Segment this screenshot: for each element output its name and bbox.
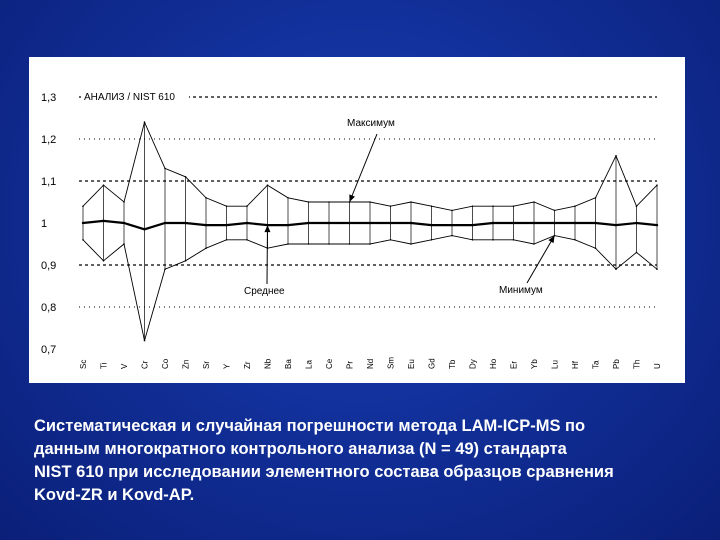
x-tick-label: Ta <box>591 360 601 369</box>
x-tick-label: Sc <box>79 359 88 369</box>
data-point <box>636 252 638 254</box>
data-point <box>103 184 105 186</box>
error-chart <box>29 57 685 383</box>
y-tick-label: 1,1 <box>41 176 57 188</box>
data-point <box>164 168 166 170</box>
x-tick-label: Ce <box>325 358 334 369</box>
x-tick-label: Sr <box>202 361 211 369</box>
y-tick-label: 1,2 <box>41 134 57 146</box>
annotation-arrowhead <box>349 194 355 202</box>
x-tick-label: Pb <box>612 359 621 369</box>
caption-line-2: данным многократного контрольного анализа (N = 49) стандарта <box>34 440 567 458</box>
data-point <box>553 222 555 224</box>
x-tick-label: Dy <box>468 359 478 369</box>
annotation-label: Среднее <box>244 286 285 297</box>
data-point <box>164 222 166 224</box>
data-point <box>369 201 371 203</box>
x-tick-label: Y <box>222 363 232 369</box>
data-point <box>267 184 269 186</box>
x-tick-label: Er <box>509 361 519 369</box>
data-point <box>349 243 351 245</box>
data-point <box>431 205 433 207</box>
x-tick-label: Hf <box>571 361 580 369</box>
data-point <box>472 239 474 241</box>
data-point <box>513 239 515 241</box>
data-point <box>492 239 494 241</box>
data-point <box>328 201 330 203</box>
data-point <box>226 205 228 207</box>
data-point <box>82 205 84 207</box>
x-tick-label: Lu <box>550 360 560 369</box>
x-tick-label: V <box>120 363 129 369</box>
annotation-label: Минимум <box>499 285 543 296</box>
data-point <box>389 222 391 224</box>
data-point <box>533 201 535 203</box>
x-tick-label: Ho <box>489 358 498 369</box>
data-point <box>82 239 84 241</box>
data-point <box>82 222 84 224</box>
element-verticals <box>83 122 657 340</box>
y-tick-label: 1 <box>41 218 48 230</box>
caption-line-3: NIST 610 при исследовании элементного состава образцов сравнения <box>34 463 614 481</box>
caption-line-4: Kovd-ZR и Kovd-AP. <box>34 486 195 504</box>
data-point <box>636 205 638 207</box>
data-point <box>307 222 309 224</box>
data-point <box>574 222 576 224</box>
annotation-arrow-line <box>350 134 378 202</box>
series-line-2 <box>83 236 657 341</box>
x-tick-label: Cr <box>140 360 150 369</box>
data-point <box>615 268 617 270</box>
annotation-arrow-line <box>527 236 555 283</box>
data-point <box>656 184 658 186</box>
data-point <box>533 243 535 245</box>
y-tick-label: 0,8 <box>41 302 57 314</box>
data-point <box>103 260 105 262</box>
data-point <box>308 201 310 203</box>
x-tick-label: Pr <box>345 361 355 369</box>
data-point <box>246 205 248 207</box>
data-point <box>102 220 104 222</box>
data-point <box>410 201 412 203</box>
x-tick-label: Gd <box>427 358 437 369</box>
y-tick-label: 0,7 <box>41 344 57 356</box>
data-point <box>225 224 227 226</box>
y-tick-label: 1,3 <box>41 92 57 104</box>
data-point <box>492 222 494 224</box>
chart-title: АНАЛИЗ / NIST 610 <box>84 92 175 103</box>
x-tick-label: Co <box>161 358 170 369</box>
data-point <box>472 205 474 207</box>
data-point <box>287 224 289 226</box>
x-tick-label: Ti <box>99 362 109 369</box>
y-tick-label: 0,9 <box>41 260 57 272</box>
data-point <box>513 205 515 207</box>
x-tick-label: Ba <box>284 359 293 369</box>
data-point <box>328 243 330 245</box>
caption-line-1: Систематическая и случайная погрешности метода LAM-ICP-MS по <box>34 417 586 435</box>
data-point <box>533 222 535 224</box>
data-point <box>287 197 289 199</box>
data-point <box>451 210 453 212</box>
data-point <box>574 205 576 207</box>
data-point <box>451 224 453 226</box>
data-point <box>390 205 392 207</box>
data-point <box>184 222 186 224</box>
x-tick-label: Nd <box>366 358 375 369</box>
data-point <box>410 222 412 224</box>
data-point <box>123 222 125 224</box>
data-point <box>348 222 350 224</box>
annotation-label: Максимум <box>347 118 395 129</box>
data-point <box>308 243 310 245</box>
data-point <box>205 224 207 226</box>
data-point <box>328 222 330 224</box>
data-point <box>205 247 207 249</box>
annotation-arrow-line <box>267 225 268 284</box>
data-point <box>205 197 207 199</box>
x-tick-labels <box>79 357 662 369</box>
data-point <box>430 224 432 226</box>
x-tick-label: La <box>304 360 314 369</box>
data-point <box>431 239 433 241</box>
x-tick-label: Eu <box>407 359 416 369</box>
x-tick-label: Zr <box>243 361 252 369</box>
data-point <box>656 224 658 226</box>
chart-panel <box>29 57 685 383</box>
data-point <box>471 224 473 226</box>
data-point <box>451 235 453 237</box>
data-point <box>369 222 371 224</box>
series-line-0 <box>83 122 657 210</box>
data-point <box>595 197 597 199</box>
data-point <box>615 224 617 226</box>
x-tick-label: Zn <box>181 359 191 369</box>
data-point <box>164 268 166 270</box>
data-point <box>185 176 187 178</box>
data-point <box>594 222 596 224</box>
data-point <box>144 121 146 123</box>
data-point <box>595 247 597 249</box>
data-point <box>246 222 248 224</box>
data-point <box>410 243 412 245</box>
x-tick-label: Yb <box>530 359 539 369</box>
data-point <box>144 340 146 342</box>
caption <box>34 415 694 507</box>
data-point <box>574 239 576 241</box>
x-tick-label: Sm <box>386 357 396 369</box>
data-point <box>369 243 371 245</box>
data-point <box>554 210 556 212</box>
data-point <box>246 239 248 241</box>
data-point <box>123 243 125 245</box>
data-point <box>185 260 187 262</box>
data-point <box>287 243 289 245</box>
data-point <box>123 201 125 203</box>
data-point <box>226 239 228 241</box>
data-point <box>635 222 637 224</box>
data-point <box>656 268 658 270</box>
x-tick-label: U <box>653 363 662 369</box>
data-point <box>492 205 494 207</box>
x-tick-label: Th <box>632 359 642 369</box>
data-point <box>615 155 617 157</box>
data-point <box>143 228 145 230</box>
x-tick-label: Nb <box>263 358 273 369</box>
data-point <box>390 239 392 241</box>
annotations <box>244 118 555 297</box>
x-tick-label: Tb <box>448 359 457 369</box>
data-point <box>512 222 514 224</box>
y-tick-labels <box>41 92 56 356</box>
